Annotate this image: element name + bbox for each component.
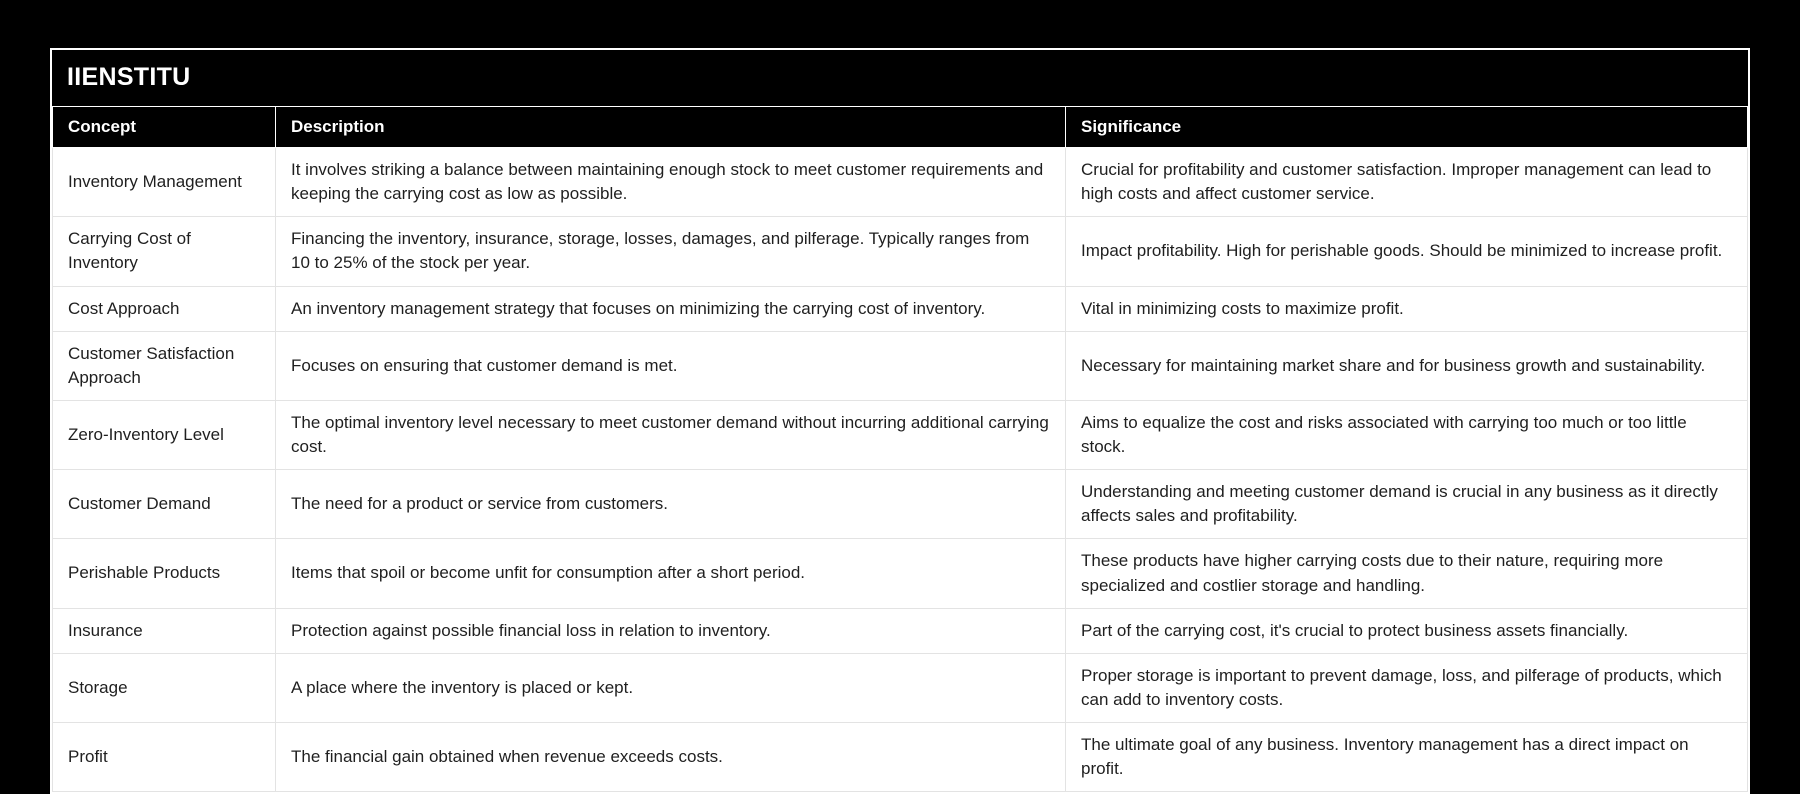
table-body <box>53 148 1748 792</box>
table-card <box>50 48 1750 794</box>
table-row <box>53 653 1748 722</box>
header-row <box>53 107 1748 148</box>
cell-description: The optimal inventory level necessary to meet customer demand without incurring additional carrying cost. <box>276 400 1066 469</box>
table-row <box>53 470 1748 539</box>
cell-description: A place where the inventory is placed or kept. <box>276 653 1066 722</box>
table-row <box>53 539 1748 608</box>
cell-significance: These products have higher carrying costs due to their nature, requiring more specialized and costlier storage and handling. <box>1066 539 1748 608</box>
cell-significance: Understanding and meeting customer demand is crucial in any business as it directly affects sales and profitability. <box>1066 470 1748 539</box>
cell-concept: Cost Approach <box>53 286 276 331</box>
cell-description: Items that spoil or become unfit for consumption after a short period. <box>276 539 1066 608</box>
cell-description: Focuses on ensuring that customer demand is met. <box>276 331 1066 400</box>
cell-significance: Proper storage is important to prevent damage, loss, and pilferage of products, which can add to inventory costs. <box>1066 653 1748 722</box>
cell-description: The financial gain obtained when revenue exceeds costs. <box>276 723 1066 792</box>
cell-significance: Necessary for maintaining market share and for business growth and sustainability. <box>1066 331 1748 400</box>
table-row <box>53 723 1748 792</box>
table-row <box>53 331 1748 400</box>
cell-concept: Customer Demand <box>53 470 276 539</box>
column-header-concept: Concept <box>53 107 276 148</box>
cell-description: Financing the inventory, insurance, storage, losses, damages, and pilferage. Typically ranges from 10 to 25% of the stock per year. <box>276 217 1066 286</box>
cell-significance: Crucial for profitability and customer satisfaction. Improper management can lead to high costs and affect customer service. <box>1066 148 1748 217</box>
column-header-significance: Significance <box>1066 107 1748 148</box>
table-row <box>53 148 1748 217</box>
cell-significance: Impact profitability. High for perishable goods. Should be minimized to increase profit. <box>1066 217 1748 286</box>
cell-significance: The ultimate goal of any business. Inventory management has a direct impact on profit. <box>1066 723 1748 792</box>
brand-title: IIENSTITU <box>67 63 191 91</box>
table-row <box>53 286 1748 331</box>
cell-description: Protection against possible financial loss in relation to inventory. <box>276 608 1066 653</box>
column-header-description: Description <box>276 107 1066 148</box>
cell-description: It involves striking a balance between maintaining enough stock to meet customer requirements and keeping the carrying cost as low as possible. <box>276 148 1066 217</box>
cell-concept: Customer Satisfaction Approach <box>53 331 276 400</box>
cell-significance: Aims to equalize the cost and risks associated with carrying too much or too little stock. <box>1066 400 1748 469</box>
cell-concept: Profit <box>53 723 276 792</box>
concepts-table <box>52 106 1748 792</box>
cell-concept: Storage <box>53 653 276 722</box>
cell-concept: Inventory Management <box>53 148 276 217</box>
cell-concept: Perishable Products <box>53 539 276 608</box>
cell-concept: Insurance <box>53 608 276 653</box>
cell-significance: Part of the carrying cost, it's crucial to protect business assets financially. <box>1066 608 1748 653</box>
cell-concept: Zero-Inventory Level <box>53 400 276 469</box>
cell-significance: Vital in minimizing costs to maximize profit. <box>1066 286 1748 331</box>
table-row <box>53 400 1748 469</box>
cell-description: An inventory management strategy that focuses on minimizing the carrying cost of inventory. <box>276 286 1066 331</box>
table-row <box>53 608 1748 653</box>
cell-concept: Carrying Cost of Inventory <box>53 217 276 286</box>
table-row <box>53 217 1748 286</box>
cell-description: The need for a product or service from customers. <box>276 470 1066 539</box>
